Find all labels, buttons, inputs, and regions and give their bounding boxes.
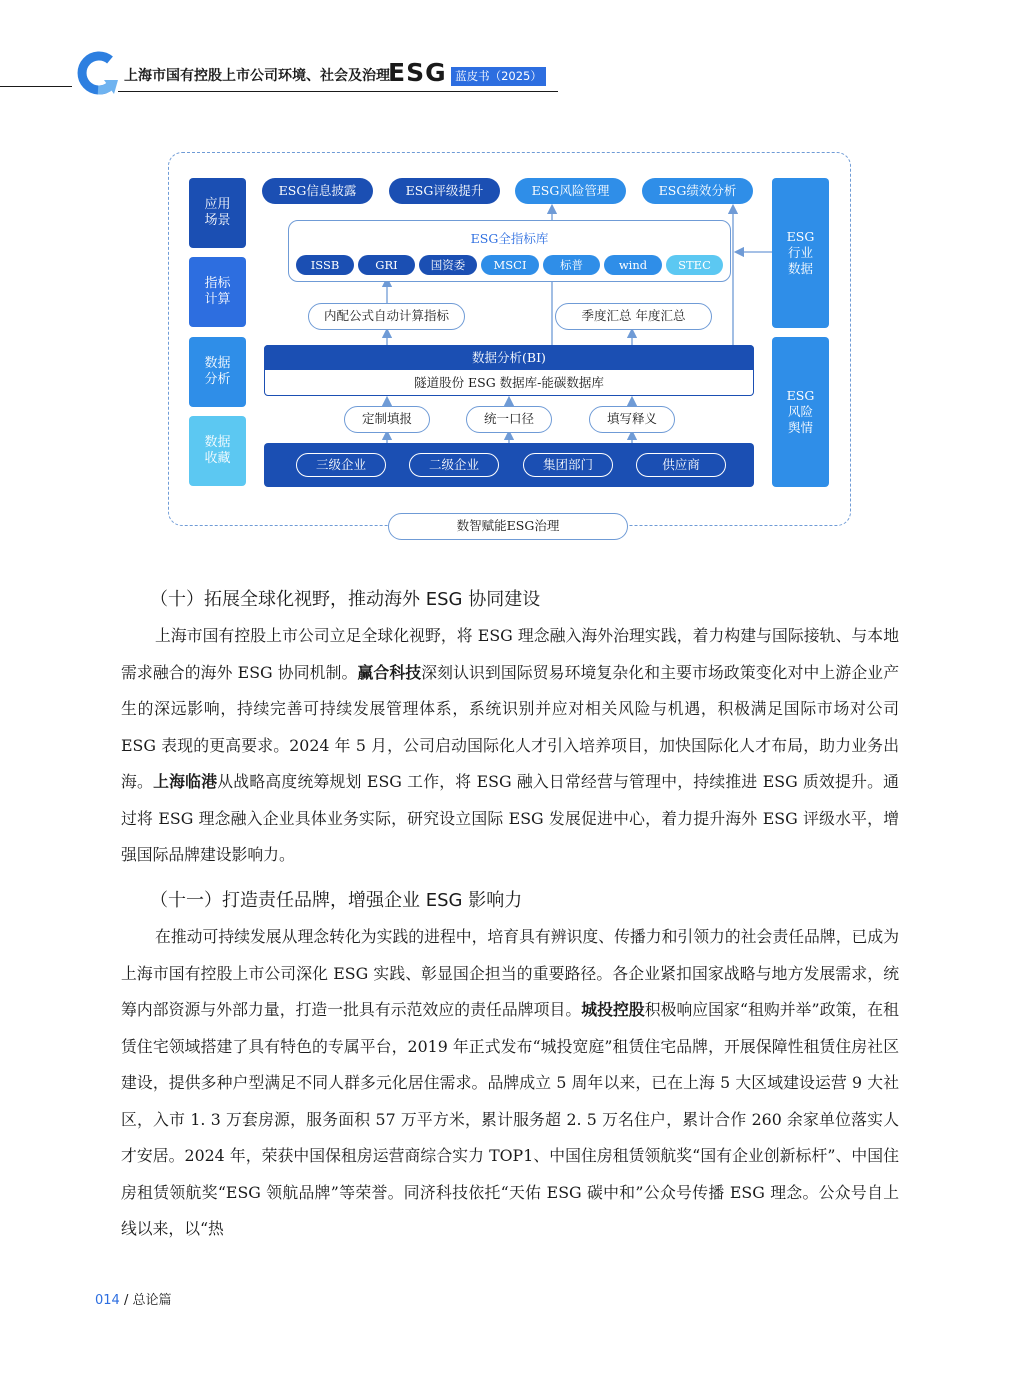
bi-title: 数据分析(BI): [264, 345, 754, 370]
index-item-gri: GRI: [358, 255, 415, 275]
company-name: 城投控股: [581, 1000, 645, 1019]
source-pill-supplier: 供应商: [636, 453, 726, 477]
section-title: （十一）打造责任品牌，增强企业 ESG 影响力: [150, 890, 523, 911]
index-library-title: ESG全指标库: [470, 231, 549, 246]
app-pill-disclosure: ESG信息披露: [262, 178, 373, 204]
collect-pill-custom: 定制填报: [344, 406, 430, 433]
app-pill-risk: ESG风险管理: [515, 178, 626, 204]
calc-pill-formula: 内配公式自动计算指标: [308, 303, 465, 330]
footer-section: 总论篇: [132, 1293, 172, 1308]
section-paragraph: [121, 618, 899, 874]
page-number: 014: [95, 1293, 120, 1308]
paragraph-text: 上海市国有控股上市公司立足全球化视野，将 ESG 理念融入海外治理实践，着力构建与国际接轨、与本地需求融合的海外 ESG 协同机制。: [121, 626, 899, 682]
header-badge: 蓝皮书（2025）: [451, 67, 546, 86]
paragraph-text: 深刻认识到国际贸易环境复杂化和主要市场政策变化对中上游企业产生的深远影响，持续完善可持续发展管理体系，系统识别并应对相关风险与机遇，积极满足国际市场对公司 ESG 表现的更高要求。2024 年 5 月，公司启动国际化人才引入培养项目，加快国际化人才布局，助力业务出海。: [121, 662, 899, 791]
app-pill-performance: ESG绩效分析: [642, 178, 753, 204]
right-box-text: ESG 行业 数据: [786, 229, 815, 276]
calc-pill-summary: 季度汇总 年度汇总: [555, 303, 712, 330]
page-footer: [95, 1289, 172, 1308]
right-box-risk-sentiment: [772, 337, 829, 487]
index-item-msci: MSCI: [481, 255, 539, 275]
diagram-bottom-label: 数智赋能ESG治理: [388, 513, 628, 540]
source-pill-group: 集团部门: [523, 453, 613, 477]
footer-separator: /: [123, 1293, 129, 1308]
header-title: 上海市国有控股上市公司环境、社会及治理: [124, 68, 390, 84]
collect-pill-explain: 填写释义: [589, 406, 675, 433]
left-label-text: 应用 场景: [204, 197, 231, 228]
header-esg-wordmark: ESG: [388, 58, 447, 87]
index-item-wind: wind: [604, 255, 662, 275]
database-title: 隧道股份 ESG 数据库-能碳数据库: [414, 375, 604, 390]
paragraph-text: 从战略高度统筹规划 ESG 工作，将 ESG 融入日常经营与管理中，持续推进 ESG 质效提升。通过将 ESG 理念融入企业具体业务实际，研究设立国际 ESG 发展促进中心，着力提升海外 ESG 评级水平，增强国际品牌建设影响力。: [121, 772, 899, 864]
index-item-stec: STEC: [666, 255, 723, 275]
index-item-sp: 标普: [543, 255, 600, 275]
source-pill-tier3: 三级企业: [296, 453, 386, 477]
right-box-industry-data: [772, 178, 829, 328]
paragraph-text: 在推动可持续发展从理念转化为实践的进程中，培育具有辨识度、传播力和引领力的社会责任品牌，已成为上海市国有控股上市公司深化 ESG 实践、彰显国企担当的重要路径。各企业紧扣国家战略与地方发展需求，统筹内部资源与外部力量，打造一批具有示范效应的责任品牌项目。: [121, 927, 899, 1019]
app-pill-rating: ESG评级提升: [389, 178, 500, 204]
section-paragraph: [121, 919, 899, 1248]
left-label-text: 指标 计算: [204, 276, 231, 307]
right-box-text: ESG 风险 舆情: [786, 388, 815, 435]
left-label-text: 数据 分析: [204, 356, 231, 387]
source-pill-tier2: 二级企业: [409, 453, 499, 477]
index-item-issb: ISSB: [296, 255, 354, 275]
section-title: （十）拓展全球化视野，推动海外 ESG 协同建设: [150, 589, 541, 610]
collect-pill-unified: 统一口径: [466, 406, 552, 433]
paragraph-text: 积极响应国家“租购并举”政策，在租赁住宅领域搭建了具有特色的专属平台，2019 年正式发布“城投宽庭”租赁住宅品牌，开展保障性租赁住房社区建设，提供多种户型满足不同人群多元化居住需求。品牌成立 5 周年以来，已在上海 5 大区域建设运营 9 大社区，入市 1. 3 万套房源，服务面积 57 万平方米，累计服务超 2. 5 万名住户，累计合作 260 余家单位落实人才安居。2024 年，荣获中国保租房运营商综合实力 TOP1、中国住房租赁领航奖“国有企业创新标杆”、中国住房租赁领航奖“ESG 领航品牌”等荣誉。同济科技依托“天佑 ESG 碳中和”公众号传播 ESG 理念。公众号自上线以来，以“热: [121, 1000, 899, 1238]
company-name: 上海临港: [153, 772, 218, 791]
company-name: 赢合科技: [357, 662, 422, 682]
left-label-text: 数据 收藏: [204, 435, 231, 466]
index-item-sasac: 国资委: [419, 255, 477, 275]
